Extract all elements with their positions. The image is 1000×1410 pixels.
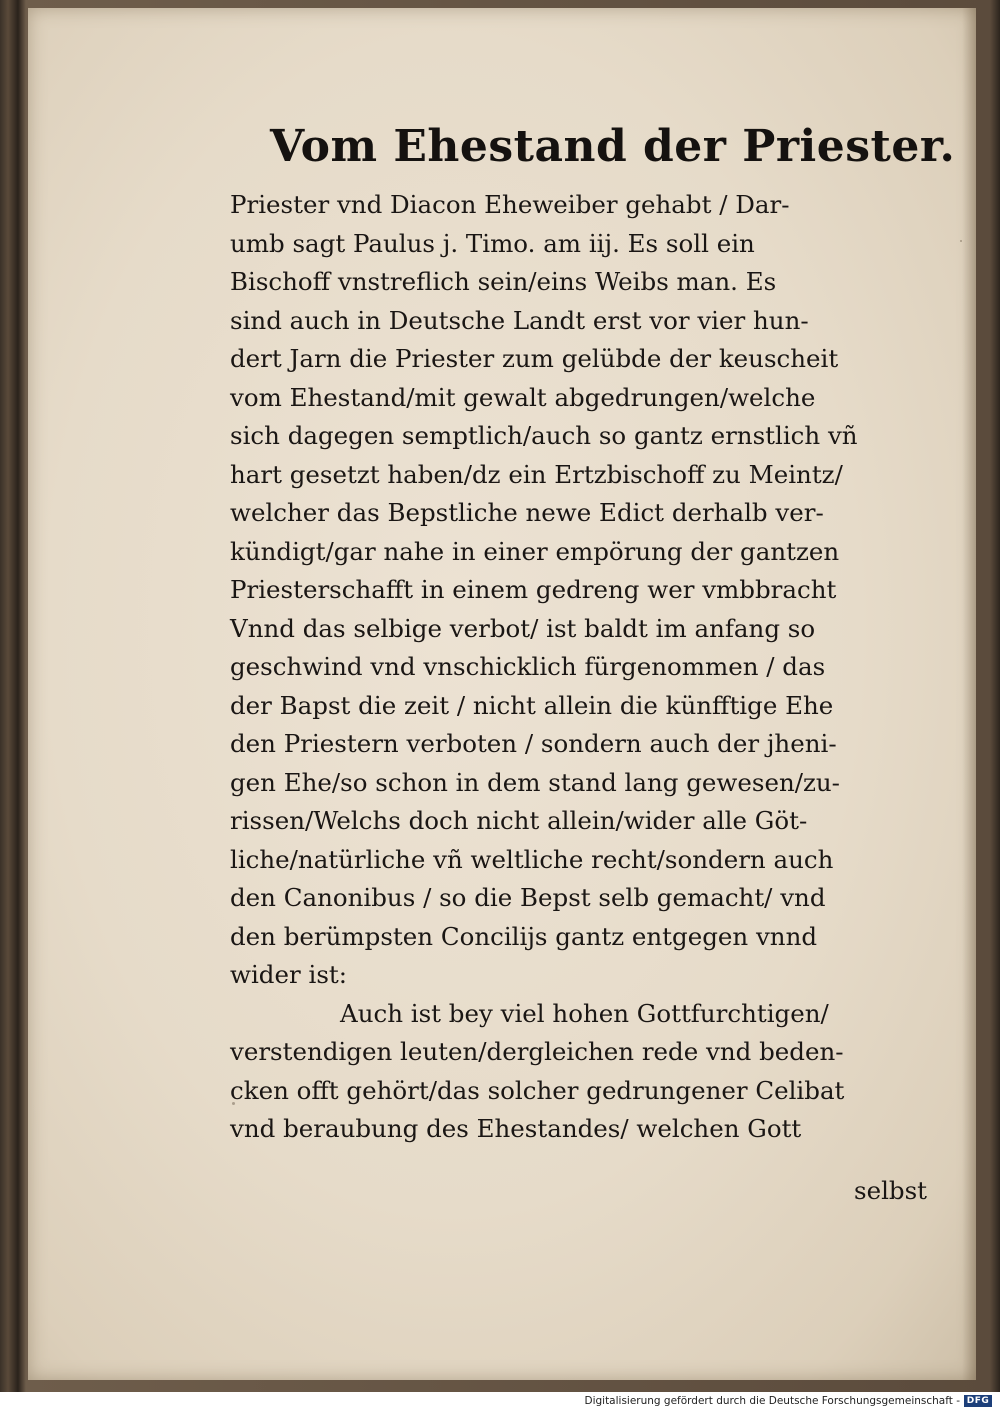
page-edge-shadow — [962, 8, 976, 1380]
text-line: verstendigen leuten/dergleichen rede vnd beden- — [230, 1037, 844, 1066]
text-line: liche/natürliche vñ weltliche recht/sondern auch — [230, 844, 834, 874]
text-line: Priester vnd Diacon Eheweiber gehabt / Dar- — [230, 190, 790, 219]
text-line: Priesterschafft in einem gedreng wer vmbbracht — [230, 575, 837, 604]
text-line: gen Ehe/so schon in dem stand lang gewesen/zu- — [230, 767, 840, 797]
text-line: der Bapst die zeit / nicht allein die künfftige Ehe — [230, 690, 834, 720]
text-line: Bischoff vnstreflich sein/eins Weibs man. Es — [230, 267, 777, 296]
text-line: wider ist: — [230, 960, 347, 989]
text-line: dert Jarn die Priester zum gelübde der keuscheit — [230, 344, 839, 373]
funding-credit: Digitalisierung gefördert durch die Deutsche Forschungsgemeinschaft - — [584, 1395, 960, 1407]
body-text — [230, 186, 920, 1149]
text-line: vom Ehestand/mit gewalt abgedrungen/welche — [230, 382, 816, 412]
text-line: cken offt gehört/das solcher gedrungener Celibat — [230, 1075, 845, 1105]
text-line: welcher das Bepstliche newe Edict derhalb ver- — [230, 498, 824, 527]
text-line: rissen/Welchs doch nicht allein/wider alle Göt- — [230, 806, 808, 835]
text-line: vnd beraubung des Ehestandes/ welchen Gott — [230, 1114, 802, 1143]
text-line: umb sagt Paulus j. Timo. am iij. Es soll ein — [230, 228, 755, 258]
dfg-logo: DFG — [964, 1395, 992, 1407]
text-line: sind auch in Deutsche Landt erst vor vier hun- — [230, 305, 809, 335]
text-line: sich dagegen semptlich/auch so gantz ernstlich vñ — [230, 421, 858, 450]
catchword: selbst — [854, 1176, 928, 1205]
ink-speck — [960, 240, 962, 242]
text-line: den Canonibus / so die Bepst selb gemacht/ vnd — [230, 883, 826, 912]
text-line: geschwind vnd vnschicklich fürgenommen / das — [230, 652, 826, 681]
text-line: kündigt/gar nahe in einer empörung der gantzen — [230, 536, 840, 566]
text-line-indented: Auch ist bey viel hohen Gottfurchtigen/ — [340, 998, 829, 1028]
text-line: hart gesetzt haben/dz ein Ertzbischoff zu Meintz/ — [230, 459, 843, 489]
running-head: Vom Ehestand der Priester. — [270, 121, 956, 172]
text-line: den Priestern verboten / sondern auch der jheni- — [230, 729, 837, 758]
text-line: Vnnd das selbige verbot/ ist baldt im anfang so — [230, 613, 816, 643]
text-line: den berümpsten Concilijs gantz entgegen vnnd — [230, 921, 818, 951]
